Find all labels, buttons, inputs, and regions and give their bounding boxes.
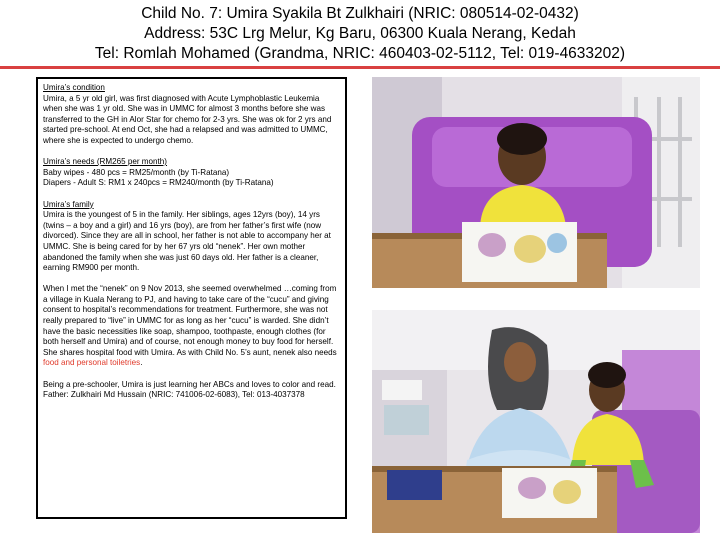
closing-section	[43, 380, 340, 401]
family-section	[43, 200, 340, 274]
address-line: Address: 53C Lrg Melur, Kg Baru, 06300 Kuala Nerang, Kedah	[144, 25, 576, 42]
needs-highlight: food and personal toiletries	[43, 358, 141, 368]
condition-section	[43, 83, 340, 147]
child-title: Child No. 7: Umira Syakila Bt Zulkhairi (NRIC: 080514-02-0432)	[141, 5, 579, 22]
contact-line: Tel: Romlah Mohamed (Grandma, NRIC: 460403-02-5112, Tel: 019-4633202)	[94, 45, 626, 62]
needs-section	[43, 157, 340, 189]
needs-item-diapers: Diapers - Adult S: RM1 x 240pcs = RM240/month (by Ti-Ratana)	[43, 178, 274, 188]
needs-item-wipes: Baby wipes - 480 pcs = RM25/month (by Ti-Ratana)	[43, 167, 230, 177]
closing-body: Being a pre-schooler, Umira is just learning her ABCs and loves to color and read.	[43, 379, 336, 389]
nenek-text: When I met the “nenek” on 9 Nov 2013, she seemed overwhelmed …coming from a village in Kuala Nerang to PJ, and having to take care of the “cucu” and giving consent to hospital’s recommendations for treatment. Furthermore, she was not really prepared to “live” in UMMC for as long as her “cucu” is warded. She didn’t have the basic necessities like soap, shampoo, toothpaste, enough clothes (for both herself and Umira) and of course, not enough money to buy food for herself. She shares hospital food with Umira. As with Child No. 5’s aunt, nenek also needs	[43, 284, 337, 357]
profile-text-box	[36, 77, 347, 519]
nenek-section	[43, 284, 340, 369]
family-body: Umira is the youngest of 5 in the family. Her siblings, ages 12yrs (boy), 14 yrs (twins – a boy and a girl) and 16 yrs (boy), are from her father’s first wife (now divorced). Since they are all in school, her father is not able to accompany her at UMMC. She is being cared for by her 67 yrs old “nenek”. Her own mother abandoned the family when she was just 60 days old. Her father is a cleaner, earning RM900 per month.	[43, 210, 331, 273]
nenek-body	[43, 284, 340, 369]
photo-grandma-and-child	[372, 310, 700, 533]
needs-heading: Umira’s needs (RM265 per month)	[43, 157, 168, 167]
header-divider	[0, 66, 720, 69]
photo-child-coloring	[372, 77, 700, 288]
nenek-end: .	[140, 358, 143, 368]
page-header	[0, 4, 720, 64]
family-heading: Umira’s family	[43, 199, 94, 209]
condition-heading: Umira’s condition	[43, 83, 105, 92]
condition-body: Umira, a 5 yr old girl, was first diagnosed with Acute Lymphoblastic Leukemia when she was 1 yr old. She was in UMMC for almost 3 months before she was transferred to the GH in Alor Star for chemo for 2-3 yrs. She was ok for 2 yrs and started pre-school. At end Oct, she had a relapsed and was admitted to UMMC, where she is expected to undergo chemo.	[43, 93, 332, 145]
father-info: Father: Zulkhairi Md Hussain (NRIC: 741006-02-6083), Tel: 013-4037378	[43, 390, 305, 400]
